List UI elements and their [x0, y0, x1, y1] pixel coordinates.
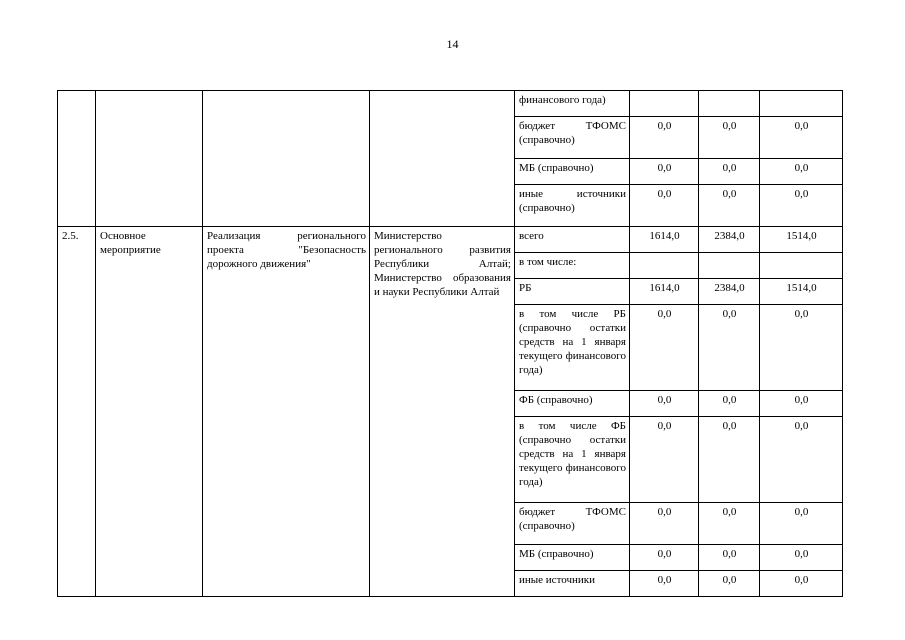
value-cell: 0,0 — [760, 503, 843, 545]
value-cell: 0,0 — [760, 159, 843, 185]
value-cell: 0,0 — [699, 117, 760, 159]
value-cell: 0,0 — [630, 391, 699, 417]
value-cell: 2384,0 — [699, 227, 760, 253]
value-cell: 0,0 — [630, 571, 699, 597]
value-cell — [630, 91, 699, 117]
value-cell: 0,0 — [699, 305, 760, 391]
value-cell: 0,0 — [630, 503, 699, 545]
value-cell — [760, 253, 843, 279]
source-cell: иные источники — [515, 571, 630, 597]
value-cell: 0,0 — [699, 159, 760, 185]
executor-cell-empty — [370, 91, 515, 227]
value-cell — [699, 253, 760, 279]
value-cell: 0,0 — [699, 571, 760, 597]
value-cell: 0,0 — [760, 391, 843, 417]
value-cell: 0,0 — [630, 185, 699, 227]
measure-executor: Министерство регионального развития Республики Алтай; Министерство образования и науки Республики Алтай — [370, 227, 515, 597]
name-cell-empty — [203, 91, 370, 227]
value-cell: 1514,0 — [760, 227, 843, 253]
source-cell: в том числе: — [515, 253, 630, 279]
value-cell — [760, 91, 843, 117]
value-cell: 0,0 — [760, 117, 843, 159]
value-cell: 0,0 — [699, 503, 760, 545]
value-cell: 0,0 — [630, 417, 699, 503]
source-cell: бюджет ТФОМС (справочно) — [515, 117, 630, 159]
value-cell: 0,0 — [699, 391, 760, 417]
value-cell: 0,0 — [699, 545, 760, 571]
type-cell-empty — [96, 91, 203, 227]
source-cell: ФБ (справочно) — [515, 391, 630, 417]
value-cell: 0,0 — [699, 185, 760, 227]
value-cell: 0,0 — [699, 417, 760, 503]
value-cell: 0,0 — [760, 545, 843, 571]
value-cell: 0,0 — [760, 185, 843, 227]
source-cell: в том числе ФБ (справочно остатки средств на 1 января текущего финансового года) — [515, 417, 630, 503]
value-cell: 1614,0 — [630, 227, 699, 253]
value-cell: 0,0 — [760, 571, 843, 597]
measure-number: 2.5. — [58, 227, 96, 597]
value-cell: 0,0 — [760, 305, 843, 391]
source-cell: бюджет ТФОМС (справочно) — [515, 503, 630, 545]
source-cell: в том числе РБ (справочно остатки средств на 1 января текущего финансового года) — [515, 305, 630, 391]
value-cell: 2384,0 — [699, 279, 760, 305]
value-cell: 0,0 — [760, 417, 843, 503]
number-cell-empty — [58, 91, 96, 227]
value-cell — [699, 91, 760, 117]
value-cell: 1514,0 — [760, 279, 843, 305]
page-number: 14 — [446, 37, 459, 51]
source-cell: МБ (справочно) — [515, 545, 630, 571]
source-cell: РБ — [515, 279, 630, 305]
measure-type: Основное мероприятие — [96, 227, 203, 597]
value-cell: 1614,0 — [630, 279, 699, 305]
source-cell: финансового года) — [515, 91, 630, 117]
source-cell: всего — [515, 227, 630, 253]
value-cell: 0,0 — [630, 545, 699, 571]
source-cell: иные источники (справочно) — [515, 185, 630, 227]
table-row — [58, 227, 843, 253]
value-cell: 0,0 — [630, 117, 699, 159]
table-row — [58, 91, 843, 117]
source-cell: МБ (справочно) — [515, 159, 630, 185]
measure-name: Реализация регионального проекта "Безопасность дорожного движения" — [203, 227, 370, 597]
budget-table — [57, 90, 843, 597]
value-cell: 0,0 — [630, 305, 699, 391]
value-cell — [630, 253, 699, 279]
value-cell: 0,0 — [630, 159, 699, 185]
